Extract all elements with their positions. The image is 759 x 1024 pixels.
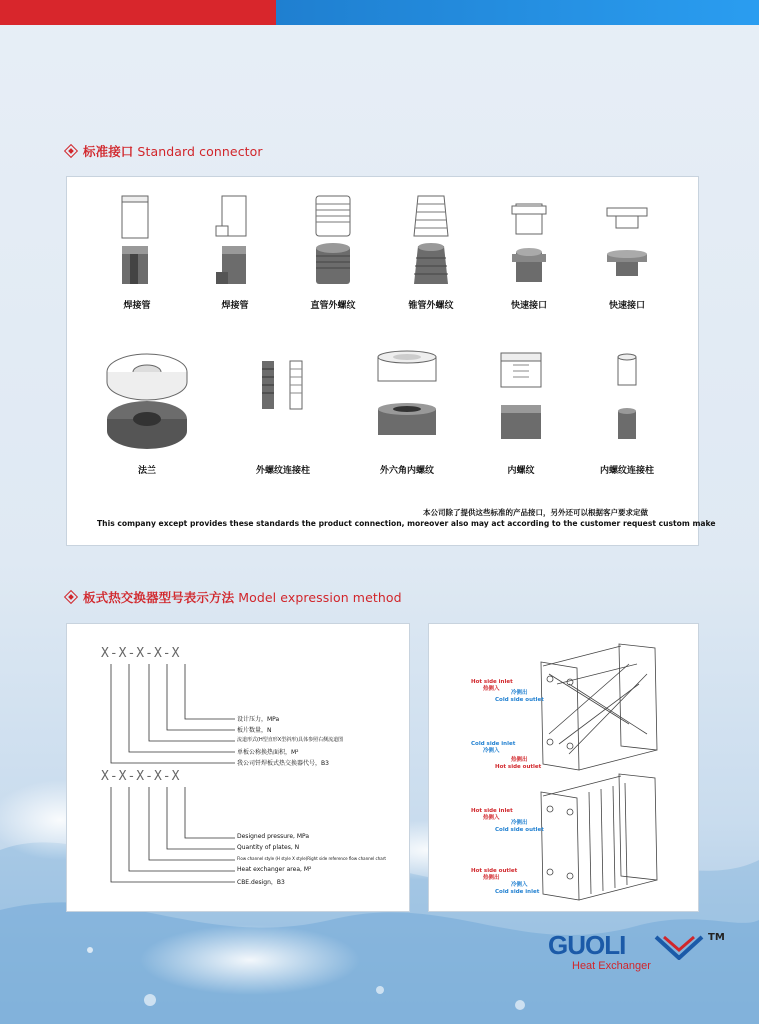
cold-outlet-label: Cold side outlet <box>495 827 544 833</box>
weld-pipe-icon <box>112 192 162 292</box>
model-line-area-en: Heat exchanger area, M² <box>237 866 312 873</box>
model-code-en: X-X-X-X-X <box>101 769 181 784</box>
section-title-cn: 板式热交换器型号表示方法 <box>83 590 235 605</box>
cold-inlet-cn: 冷侧入 <box>483 748 500 754</box>
hot-outlet-cn: 热侧出 <box>511 757 528 763</box>
flange-icon <box>102 347 192 457</box>
hot-outlet-cn: 热侧出 <box>483 875 500 881</box>
inner-thread-icon <box>491 347 551 457</box>
diamond-bullet-icon <box>64 590 78 604</box>
hot-inlet-label: Hot side inlet <box>471 808 513 814</box>
model-line-area: 单板公称换热面积，M² <box>237 749 299 756</box>
connector-flange <box>97 347 197 476</box>
heat-exchanger-diagram <box>429 624 698 911</box>
cold-inlet-label: Cold side inlet <box>495 889 540 895</box>
hot-outlet-label: Hot side outlet <box>471 868 518 874</box>
connector-label: 焊接管 <box>123 301 151 311</box>
model-expression-title <box>66 588 402 606</box>
section-title-en: Model expression method <box>238 589 402 605</box>
connector-label: 外螺纹连接柱 <box>255 466 310 476</box>
connector-inner-thread-stud <box>577 347 677 476</box>
model-panel <box>66 623 410 912</box>
model-line-channel-en: Flow channel style (H style X style)Right side reference flow channel chart <box>237 856 386 861</box>
connector-label: 外六角内螺纹 <box>379 466 434 476</box>
hot-outlet-label: Hot side outlet <box>495 764 542 770</box>
logo-trademark: TM <box>708 932 725 943</box>
model-line-code-en: CBE.design，B3 <box>237 879 285 886</box>
straight-thread-icon <box>308 192 358 292</box>
cold-outlet-cn: 冷侧出 <box>511 820 528 826</box>
top-bar-red <box>0 0 276 25</box>
model-line-plates: 板片数量，N <box>237 727 272 734</box>
logo-brand-name: GUOLI <box>548 930 626 960</box>
cold-outlet-cn: 冷侧出 <box>511 690 528 696</box>
connector-weld-pipe-2 <box>185 192 285 311</box>
model-line-pressure: 设计压力，MPa <box>237 716 280 723</box>
connector-label: 内螺纹 <box>507 466 535 476</box>
logo-subtitle: Heat Exchanger <box>572 960 651 972</box>
taper-thread-icon <box>406 192 456 292</box>
connector-note-cn: 本公司除了提供这些标准的产品接口，另外还可以根据客户要求定做 <box>423 508 648 517</box>
flow-diagram-panel <box>428 623 699 912</box>
cold-inlet-cn: 冷侧入 <box>511 882 528 888</box>
model-line-plates-en: Quantity of plates, N <box>237 844 300 851</box>
logo-chevron-icon <box>654 934 704 960</box>
connector-quick-1 <box>479 192 579 311</box>
cold-outlet-label: Cold side outlet <box>495 697 544 703</box>
connector-note-en: This company except provides these standards the product connection, moreover also may act according to the customer request custom make <box>97 519 716 528</box>
standard-connector-title <box>66 142 263 160</box>
connector-hex-inner-thread <box>357 347 457 476</box>
cold-inlet-label: Cold side inlet <box>471 741 516 747</box>
top-bar-blue <box>276 0 759 25</box>
connector-label: 法兰 <box>137 466 156 476</box>
connector-label: 快速接口 <box>608 301 645 311</box>
section-title-en: Standard connector <box>137 143 263 159</box>
connector-inner-thread <box>471 347 571 476</box>
model-line-pressure-en: Designed pressure, MPa <box>237 833 310 840</box>
model-line-code: 我公司钎焊板式热交换器代号，B3 <box>237 760 329 767</box>
hot-inlet-label: Hot side inlet <box>471 679 513 685</box>
connector-label: 直管外螺纹 <box>310 301 356 311</box>
connector-label: 快速接口 <box>510 301 547 311</box>
model-line-channel: 流道形式(H型直形X型斜形)具体参照右侧流道图 <box>237 737 344 743</box>
model-code-cn: X-X-X-X-X <box>101 646 181 661</box>
diamond-bullet-icon <box>64 144 78 158</box>
connector-label: 内螺纹连接柱 <box>599 466 654 476</box>
connector-straight-thread <box>283 192 383 311</box>
threaded-stud-icon <box>248 347 318 457</box>
guoli-logo <box>548 930 725 972</box>
quick-connector-icon <box>504 192 554 292</box>
connector-label: 锥管外螺纹 <box>408 301 454 311</box>
weld-pipe-icon <box>210 192 260 292</box>
connector-quick-2 <box>577 192 677 311</box>
hex-inner-thread-icon <box>372 347 442 457</box>
inner-thread-stud-icon <box>602 347 652 457</box>
top-color-bar <box>0 0 759 25</box>
hot-inlet-cn: 热侧入 <box>483 815 500 821</box>
connector-label: 焊接管 <box>221 301 249 311</box>
connector-panel <box>66 176 716 546</box>
connector-weld-pipe-1 <box>87 192 187 311</box>
connector-threaded-stud <box>233 347 333 476</box>
section-title-cn: 标准接口 <box>83 144 134 159</box>
quick-connector-icon <box>602 192 652 292</box>
connector-taper-thread <box>381 192 481 311</box>
hot-inlet-cn: 热侧入 <box>483 686 500 692</box>
